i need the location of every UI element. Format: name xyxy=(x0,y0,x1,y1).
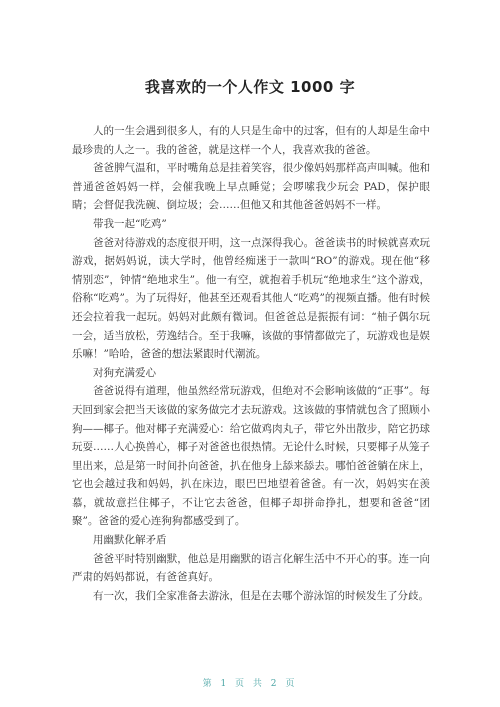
paragraph: 爸爸平时特别幽默，他总是用幽默的语言化解生活中不开心的事。连一向严肃的妈妈都说，有爸爸真好。 xyxy=(72,552,430,584)
section-heading: 用幽默化解矛盾 xyxy=(93,534,167,547)
document-body xyxy=(72,122,430,605)
paragraph: 爸爸脾气温和，平时嘴角总是挂着笑容，很少像妈妈那样高声叫喊。他和普通爸爸妈妈一样，会催我晚上早点睡觉；会啰嗦我少玩会 PAD，保护眼睛；会督促我洗碗、倒垃圾；会……但他又和其他爸爸妈妈不一样。 xyxy=(72,162,430,212)
paragraph: 有一次，我们全家准备去游泳，但是在去哪个游泳馆的时候发生了分歧。 xyxy=(93,589,429,602)
paragraph: 爸爸对待游戏的态度很开明，这一点深得我心。爸爸读书的时候就喜欢玩游戏，据妈妈说，读大学时，他曾经痴迷于一款叫“RO”的游戏。现在他“移情别恋”，钟情“绝地求生”。他一有空，就抱着手机玩“绝地求生”这个游戏，俗称“吃鸡”。为了玩得好，他甚至还观看其他人“吃鸡”的视频直播。他有时候还会拉着我一起玩。妈妈对此颇有微词。但爸爸总是振振有词：“柚子偶尔玩一会，适当放松，劳逸结合。至于我嘛，该做的事情都做完了，玩游戏也是娱乐嘛！”哈哈，爸爸的想法紧跟时代潮流。 xyxy=(72,236,430,361)
document-title: 我喜欢的一个人作文 1000 字 xyxy=(144,78,356,96)
section-heading: 带我一起“吃鸡” xyxy=(93,217,167,230)
page-footer: 第 1 页 共 2 页 xyxy=(202,679,298,689)
section-heading: 对狗充满爱心 xyxy=(93,366,156,379)
paragraph: 爸爸说得有道理，他虽然经常玩游戏，但绝对不会影响该做的“正事”。每天回到家会把当天该做的家务做完才去玩游戏。这该做的事情就包含了照顾小狗——椰子。他对椰子充满爱心：给它做鸡肉丸子，带它外出散步，陪它扔球玩耍……人心换兽心，椰子对爸爸也很热情。无论什么时候，只要椰子从笼子里出来，总是第一时间扑向爸爸，扒在他身上舔来舔去。哪怕爸爸躺在床上，它也会越过我和妈妈，扒在床边，眼巴巴地望着爸爸。有一次，妈妈实在羡慕，就故意拦住椰子，不让它去爸爸，但椰子却拼命挣扎，想要和爸爸“团聚”。爸爸的爱心连狗狗都感受到了。 xyxy=(72,385,430,528)
paragraph: 人的一生会遇到很多人，有的人只是生命中的过客，但有的人却是生命中最珍贵的人之一。我的爸爸，就是这样一个人，我喜欢我的爸爸。 xyxy=(72,125,430,156)
